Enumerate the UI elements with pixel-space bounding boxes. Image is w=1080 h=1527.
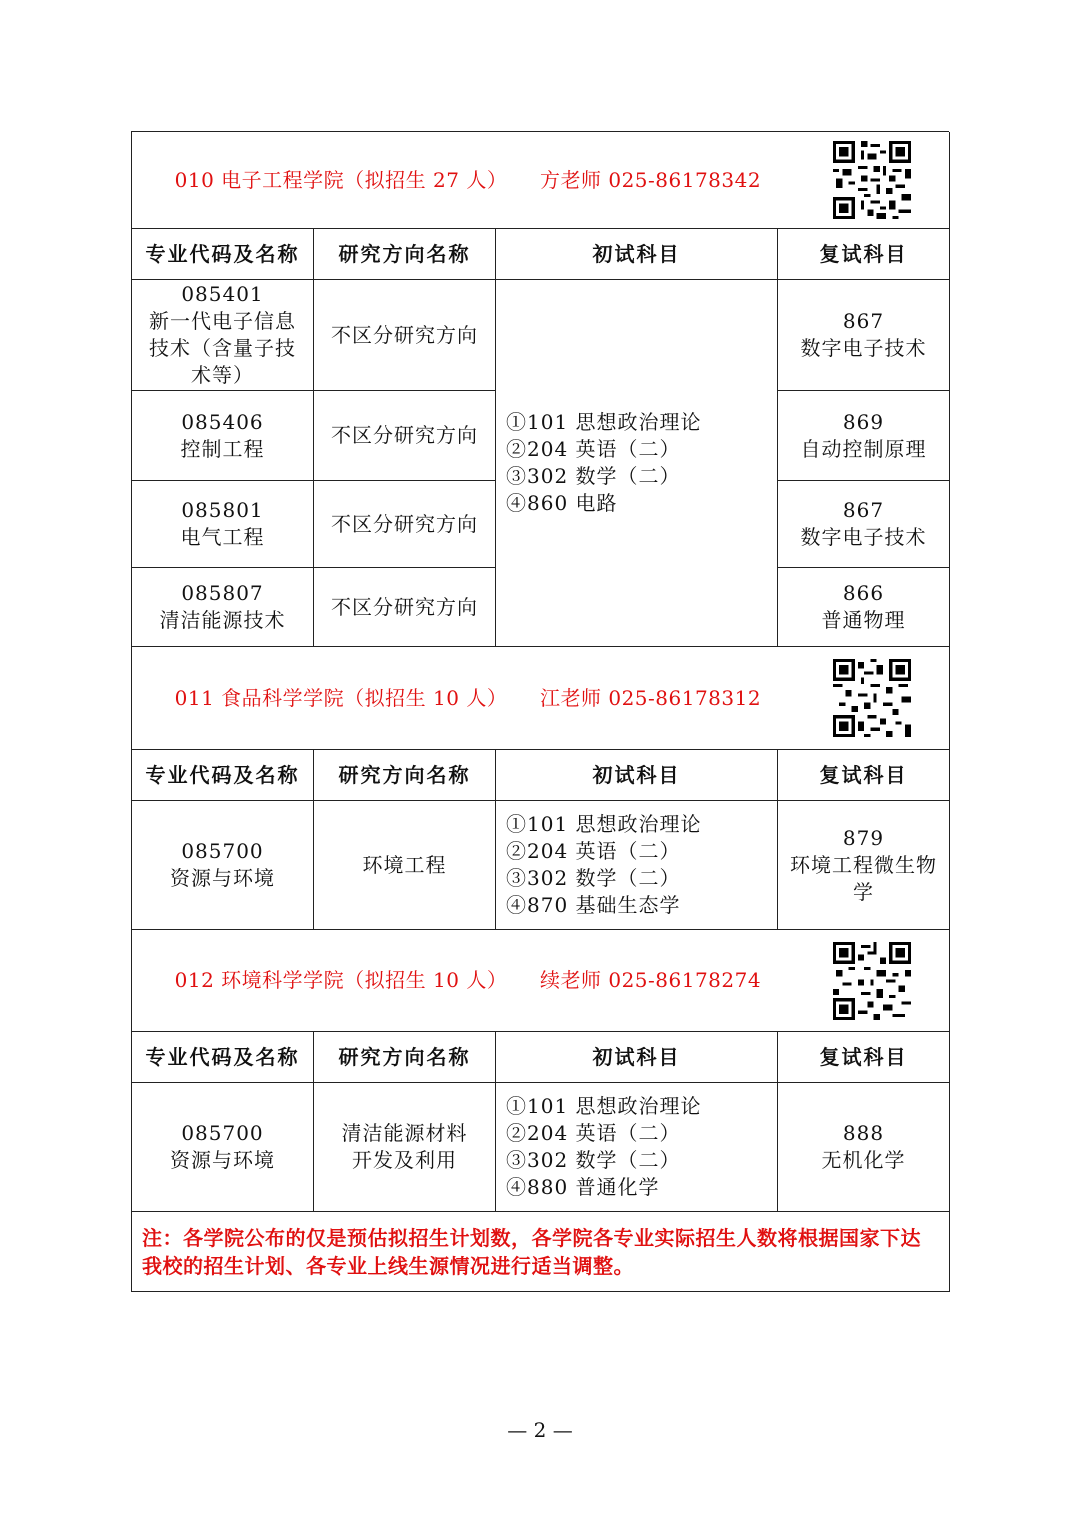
retest-code: 866 bbox=[842, 581, 885, 605]
admissions-table bbox=[131, 131, 949, 1292]
exam-cell bbox=[496, 1083, 778, 1212]
exam-item: ③302 数学（二） bbox=[506, 866, 681, 890]
retest-name: 数字电子技术 bbox=[800, 336, 927, 360]
col-header-direction: 研究方向名称 bbox=[314, 750, 496, 801]
school-contact: 方老师 025-86178342 bbox=[540, 167, 762, 192]
retest-name: 普通物理 bbox=[821, 608, 906, 632]
school-banner-010 bbox=[132, 132, 950, 229]
retest-code: 888 bbox=[842, 1121, 885, 1145]
school-title: 010 电子工程学院（拟招生 27 人） bbox=[174, 167, 508, 192]
exam-item: ④860 电路 bbox=[506, 491, 618, 515]
col-header-major: 专业代码及名称 bbox=[132, 750, 314, 801]
qr-code-icon bbox=[833, 141, 911, 219]
exam-item: ④880 普通化学 bbox=[506, 1175, 660, 1199]
major-code: 085700 bbox=[181, 839, 264, 863]
major-cell bbox=[132, 280, 314, 391]
col-header-exam: 初试科目 bbox=[496, 229, 778, 280]
exam-item: ④870 基础生态学 bbox=[506, 893, 681, 917]
school-title: 012 环境科学学院（拟招生 10 人） bbox=[174, 968, 508, 992]
exam-item: ③302 数学（二） bbox=[506, 1148, 681, 1172]
retest-cell bbox=[778, 568, 950, 647]
major-cell bbox=[132, 801, 314, 930]
exam-item: ③302 数学（二） bbox=[506, 464, 681, 488]
exam-cell bbox=[496, 280, 778, 647]
major-code: 085406 bbox=[181, 409, 264, 434]
col-header-retest: 复试科目 bbox=[778, 1032, 950, 1083]
direction-cell: 不区分研究方向 bbox=[314, 481, 496, 568]
retest-cell bbox=[778, 1083, 950, 1212]
col-header-retest: 复试科目 bbox=[778, 750, 950, 801]
major-name: 新一代电子信息技术（含量子技术等） bbox=[149, 309, 296, 387]
col-header-major: 专业代码及名称 bbox=[132, 1032, 314, 1083]
major-name: 控制工程 bbox=[180, 436, 265, 461]
direction-text: 清洁能源材料开发及利用 bbox=[341, 1121, 468, 1172]
col-header-exam: 初试科目 bbox=[496, 750, 778, 801]
exam-item: ①101 思想政治理论 bbox=[506, 410, 702, 434]
retest-cell bbox=[778, 801, 950, 930]
col-header-exam: 初试科目 bbox=[496, 1032, 778, 1083]
major-code: 085801 bbox=[181, 498, 264, 522]
retest-name: 自动控制原理 bbox=[800, 436, 927, 461]
col-header-direction: 研究方向名称 bbox=[314, 229, 496, 280]
school-banner-012 bbox=[132, 930, 950, 1032]
school-title: 011 食品科学学院（拟招生 10 人） bbox=[174, 685, 508, 710]
direction-cell: 不区分研究方向 bbox=[314, 280, 496, 391]
major-code: 085700 bbox=[181, 1121, 264, 1145]
major-cell bbox=[132, 1083, 314, 1212]
exam-cell bbox=[496, 801, 778, 930]
retest-cell bbox=[778, 280, 950, 391]
school-contact: 江老师 025-86178312 bbox=[540, 685, 762, 710]
school-contact: 续老师 025-86178274 bbox=[540, 968, 762, 992]
col-header-direction: 研究方向名称 bbox=[314, 1032, 496, 1083]
major-cell bbox=[132, 568, 314, 647]
retest-code: 867 bbox=[842, 309, 885, 333]
direction-cell: 不区分研究方向 bbox=[314, 568, 496, 647]
exam-item: ②204 英语（二） bbox=[506, 839, 681, 863]
major-cell bbox=[132, 391, 314, 481]
exam-item: ①101 思想政治理论 bbox=[506, 812, 702, 836]
major-name: 电气工程 bbox=[180, 525, 265, 549]
qr-code-icon bbox=[833, 659, 911, 737]
exam-item: ②204 英语（二） bbox=[506, 437, 681, 461]
major-code: 085401 bbox=[181, 282, 264, 306]
major-name: 资源与环境 bbox=[170, 1148, 275, 1172]
retest-code: 869 bbox=[842, 409, 885, 434]
direction-cell bbox=[314, 1083, 496, 1212]
col-header-major: 专业代码及名称 bbox=[132, 229, 314, 280]
retest-cell bbox=[778, 481, 950, 568]
retest-name: 无机化学 bbox=[821, 1148, 906, 1172]
table-grid bbox=[131, 131, 949, 1292]
major-name: 清洁能源技术 bbox=[159, 608, 286, 632]
major-code: 085807 bbox=[181, 581, 264, 605]
col-header-retest: 复试科目 bbox=[778, 229, 950, 280]
major-name: 资源与环境 bbox=[170, 866, 275, 890]
major-cell bbox=[132, 481, 314, 568]
footnote: 注：各学院公布的仅是预估拟招生计划数，各学院各专业实际招生人数将根据国家下达我校的招生计划、各专业上线生源情况进行适当调整。 bbox=[132, 1212, 950, 1292]
retest-cell bbox=[778, 391, 950, 481]
direction-cell: 不区分研究方向 bbox=[314, 391, 496, 481]
exam-item: ①101 思想政治理论 bbox=[506, 1094, 702, 1118]
exam-item: ②204 英语（二） bbox=[506, 1121, 681, 1145]
retest-name: 环境工程微生物学 bbox=[790, 852, 937, 904]
retest-name: 数字电子技术 bbox=[800, 525, 927, 549]
direction-cell: 环境工程 bbox=[314, 801, 496, 930]
school-banner-011 bbox=[132, 647, 950, 750]
retest-code: 879 bbox=[842, 825, 885, 850]
qr-code-icon bbox=[833, 942, 911, 1020]
retest-code: 867 bbox=[842, 498, 885, 522]
page-number: — 2 — bbox=[507, 1418, 573, 1442]
